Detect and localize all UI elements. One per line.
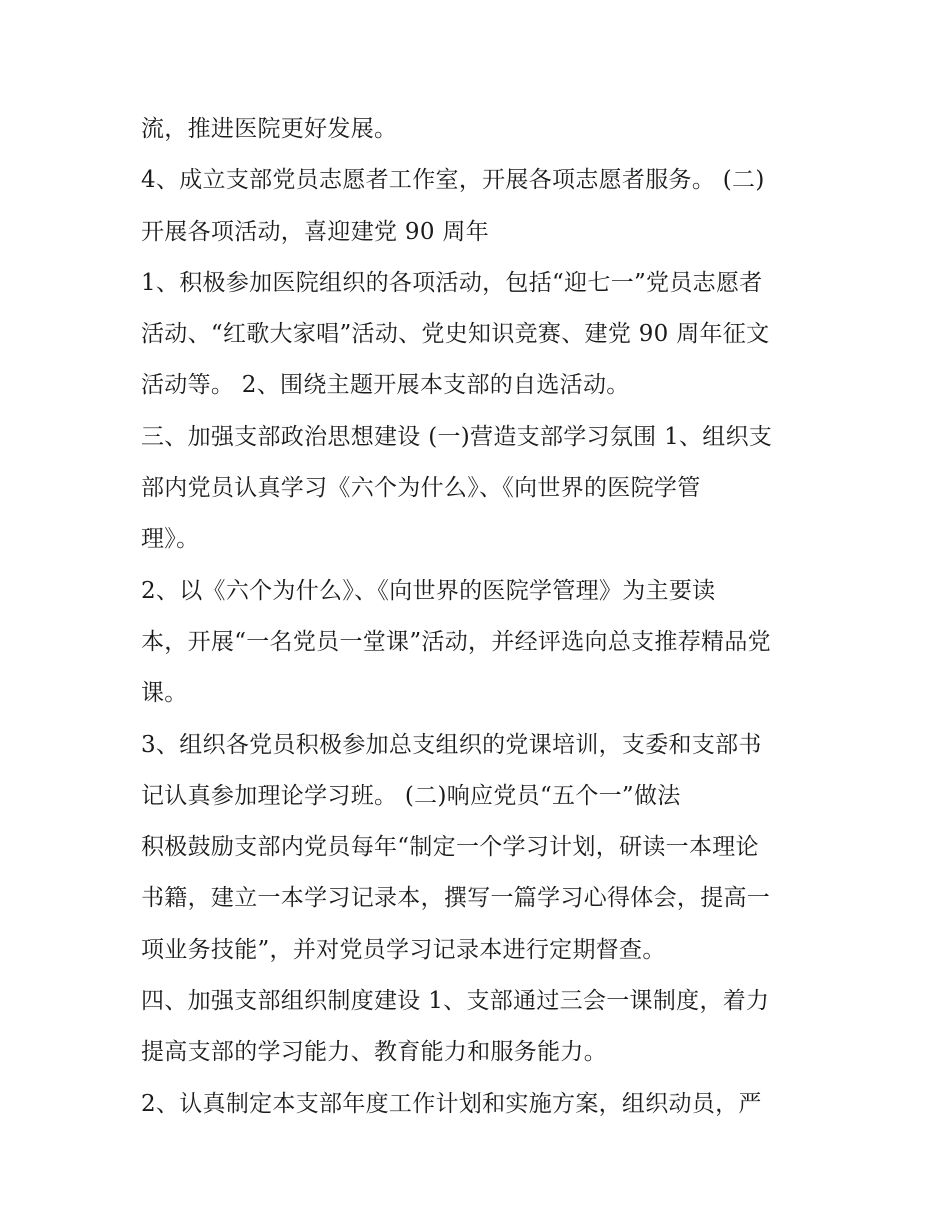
- text-line-1: 流，推进医院更好发展。: [141, 116, 398, 142]
- text-line-18: 四、加强支部组织制度建设 1、支部通过三会一课制度，着力: [141, 988, 770, 1015]
- text-line-6: 活动等。 2、围绕主题开展本支部的自选活动。: [141, 372, 630, 399]
- text-line-12: 课。: [141, 680, 188, 707]
- text-line-9: 理》。: [141, 526, 200, 553]
- text-line-4: 1、积极参加医院组织的各项活动，包括“迎七一”党员志愿者: [141, 269, 763, 296]
- text-line-16: 书籍，建立一本学习记录本，撰写一篇学习心得体会，提高一: [141, 885, 771, 912]
- text-line-20: 2、认真制定本支部年度工作计划和实施方案，组织动员，严: [141, 1090, 762, 1117]
- text-line-10: 2、以《六个为什么》、《向世界的医院学管理》为主要读: [141, 577, 716, 604]
- text-line-11: 本，开展“一名党员一堂课”活动，并经评选向总支推荐精品党: [141, 628, 771, 655]
- text-line-5: 活动、“红歌大家唱”活动、党史知识竞赛、建党 90 周年征文: [141, 321, 770, 348]
- text-line-19: 提高支部的学习能力、教育能力和服务能力。: [141, 1039, 607, 1066]
- text-line-8: 部内党员认真学习《六个为什么》、《向世界的医院学管: [141, 475, 701, 502]
- text-line-2: 4、成立支部党员志愿者工作室，开展各项志愿者服务。 (二): [141, 167, 765, 194]
- text-line-13: 3、组织各党员积极参加总支组织的党课培训，支委和支部书: [141, 731, 762, 758]
- body-text: [141, 104, 821, 1130]
- text-line-17: 项业务技能”，并对党员学习记录本进行定期督查。: [141, 936, 666, 963]
- text-line-7: 三、加强支部政治思想建设 (一)营造支部学习氛围 1、组织支: [141, 423, 773, 450]
- text-line-14: 记认真参加理论学习班。 (二)响应党员“五个一”做法: [141, 782, 681, 809]
- text-line-3: 开展各项活动，喜迎建党 90 周年: [141, 218, 489, 245]
- text-line-15: 积极鼓励支部内党员每年“制定一个学习计划，研读一本理论: [141, 834, 759, 861]
